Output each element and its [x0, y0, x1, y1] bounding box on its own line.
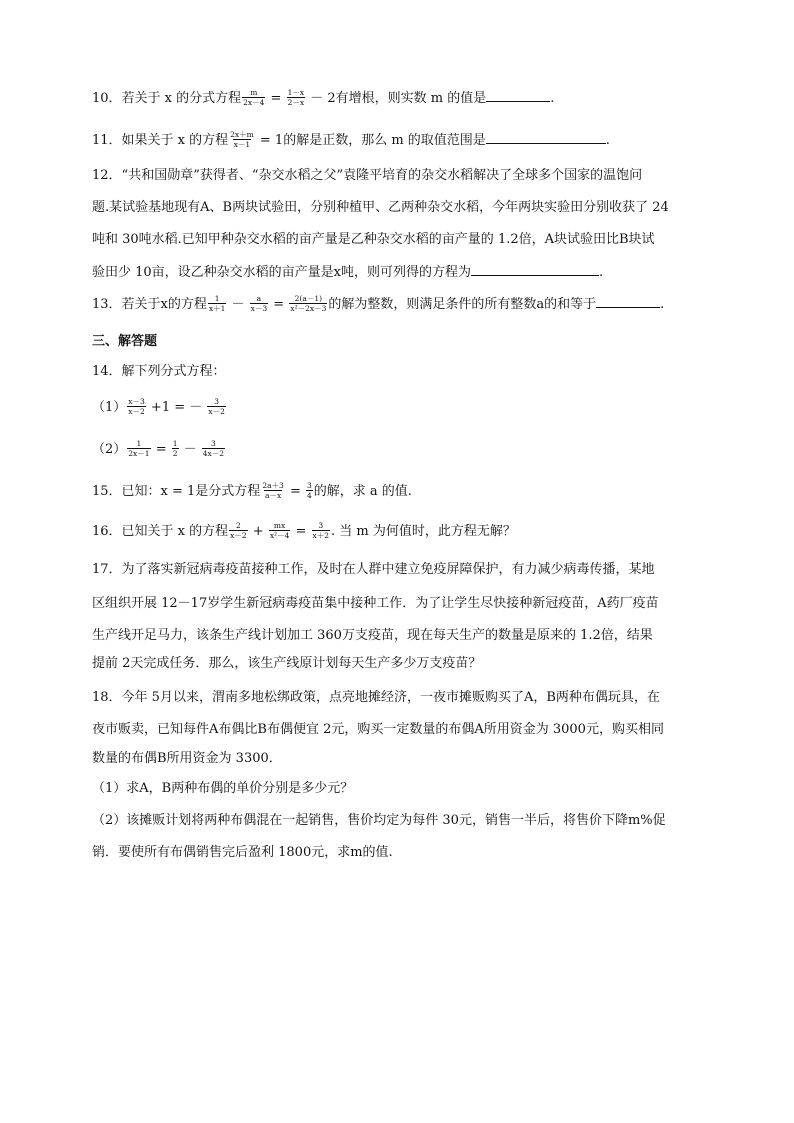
q10-frac2-denominator: 2－x — [287, 98, 305, 107]
q10-prefix: 10．若关于 x 的分式方程 — [92, 91, 242, 106]
q14-part-1 — [92, 398, 227, 418]
q16-f3-numerator: 3 — [318, 521, 324, 530]
q14-p1-fraction-2 — [207, 397, 226, 416]
q14-part-2 — [92, 440, 226, 460]
q12-answer-blank[interactable] — [471, 262, 599, 276]
q14-p2-f3-numerator: 3 — [211, 439, 216, 448]
q17-line-1: 17．为了落实新冠病毒疫苗接种工作，及时在人群中建立免疫屏障保护，有力减少病毒传播，某地 — [92, 562, 655, 577]
q18-part-2-line-1: （2）该摊贩计划将两种布偶混在一起销售，售价均定为每件 30元，销售一半后，将售价下降m%促 — [92, 813, 666, 828]
q18-part-2-line-2: 销．要使所有布偶销售完后盈利 1800元，求m的值. — [92, 845, 393, 860]
q10-text: － 2有增根，则实数 m 的值是 — [306, 91, 487, 106]
q10-frac2-numerator: 1－x — [287, 88, 305, 97]
q16-suffix: . 当 m 为何值时，此方程无解？ — [331, 524, 516, 539]
q12-line-2: 题.某试验基地现有A、B两块试验田，分别种植甲、乙两种杂交水稻，今年两块实验田分别收获了 24 — [92, 200, 669, 215]
q17-line-4: 提前 2天完成任务．那么，该生产线原计划每天生产多少万支疫苗？ — [92, 656, 482, 671]
q15-f2-numerator: 3 — [307, 481, 312, 490]
q13-f2-numerator: a — [256, 294, 262, 303]
q13-f1-numerator: 1 — [214, 294, 220, 303]
q18-part-1: （1）求A，B两种布偶的单价分别是多少元？ — [92, 781, 354, 796]
q13-f1-denominator: x＋1 — [208, 304, 226, 313]
q11-fraction — [229, 130, 255, 149]
q15-f1-denominator: a－x — [264, 491, 282, 500]
q13-suffix: . — [660, 297, 665, 312]
q14-p2-fraction-1 — [127, 439, 150, 458]
question-16 — [92, 522, 516, 542]
q13-text: 的解为整数，则满足条件的所有整数a的和等于 — [328, 297, 597, 312]
q15-suffix: 的解，求 a 的值. — [313, 484, 412, 499]
q11-suffix: . — [605, 133, 610, 148]
q13-fraction-1 — [208, 294, 227, 313]
q16-plus: + — [248, 524, 268, 539]
q16-fraction-3 — [312, 521, 331, 540]
q13-fraction-3 — [289, 294, 327, 313]
q11-frac-numerator: 2x＋m — [230, 130, 254, 139]
q10-fraction-2 — [287, 88, 306, 107]
question-10 — [92, 88, 554, 109]
q14-p2-f1-denominator: 2x－1 — [128, 449, 150, 458]
q11-text: = 1的解是正数，那么 m 的取值范围是 — [255, 133, 486, 148]
q16-f3-denominator: x＋2 — [312, 531, 330, 540]
q14-p1-label: （1） — [92, 400, 127, 415]
q12-suffix: . — [599, 265, 604, 280]
q15-f2-denominator: 4 — [307, 491, 312, 500]
q15-fraction-2 — [306, 481, 313, 500]
q12-line-4-text: 验田少 10亩，设乙种杂交水稻的亩产量是x吨，则可列得的方程为 — [92, 265, 472, 280]
q10-equals: = — [266, 91, 286, 106]
q13-prefix: 13．若关于x的方程 — [92, 297, 207, 312]
question-13 — [92, 294, 664, 315]
q15-f1-numerator: 2a＋3 — [262, 481, 284, 490]
q13-fraction-2 — [250, 294, 269, 313]
q14-p2-f1-numerator: 1 — [136, 439, 142, 448]
q14-p2-label: （2） — [92, 442, 127, 457]
q12-line-3: 吨和 30吨水稻.已知甲种杂交水稻的亩产量是乙种杂交水稻的亩产量的 1.2倍，A块试验田比B块试 — [92, 232, 655, 247]
q14-p2-f2-numerator: 1 — [172, 439, 178, 448]
q10-fraction-1 — [242, 88, 265, 107]
q14-p1-text: +1 = － — [146, 400, 207, 415]
q17-line-3: 生产线开足马力，该条生产线计划加工 360万支疫苗，现在每天生产的数量是原来的 1.2倍，结果 — [92, 628, 653, 643]
q10-frac1-denominator: 2x－4 — [243, 98, 265, 107]
q16-fraction-1 — [229, 521, 248, 540]
q16-prefix: 16．已知关于 x 的方程 — [92, 524, 229, 539]
q14-p2-minus: － — [179, 442, 201, 457]
q17-line-2: 区组织开展 12－17岁学生新冠病毒疫苗集中接种工作．为了让学生尽快接种新冠疫苗，A药厂疫苗 — [92, 596, 659, 611]
section-heading: 三、解答题 — [92, 334, 158, 349]
q13-equals: = — [269, 297, 289, 312]
q14-p1-f1-numerator: x－3 — [128, 397, 145, 406]
q14-p1-f1-denominator: x－2 — [128, 407, 145, 416]
q13-f3-numerator: 2(a－1) — [294, 294, 323, 303]
q16-f2-numerator: mx — [273, 521, 286, 530]
q14-p1-f2-numerator: 3 — [214, 397, 220, 406]
q13-minus: － — [227, 297, 249, 312]
q13-answer-blank[interactable] — [596, 294, 660, 308]
q15-equals: = — [285, 484, 305, 499]
q14-p2-f3-denominator: 4x－2 — [202, 449, 225, 458]
q18-line-2: 夜市贩卖，已知每件A布偶比B布偶便宜 2元，购买一定数量的布偶A所用资金为 3000元，购买相同 — [92, 722, 664, 737]
q16-equals: = — [291, 524, 311, 539]
q11-answer-blank[interactable] — [486, 130, 606, 144]
q18-line-1: 18．今年 5月以来，渭南多地松绑政策，点亮地摊经济，一夜市摊贩购买了A，B两种布偶玩具，在 — [92, 690, 660, 705]
q15-fraction-1 — [261, 481, 285, 500]
q11-prefix: 11．如果关于 x 的方程 — [92, 133, 229, 148]
q13-f3-denominator: x²－2x－3 — [290, 304, 327, 313]
q16-f1-numerator: 2 — [236, 521, 241, 530]
q10-frac1-numerator: m — [250, 88, 258, 97]
q14-p2-equals: = — [151, 442, 171, 457]
q14-title: 14．解下列分式方程： — [92, 364, 226, 379]
q12-line-4 — [92, 262, 603, 283]
q10-answer-blank[interactable] — [486, 88, 550, 102]
q14-p2-fraction-3 — [202, 439, 225, 458]
q14-p1-fraction-1 — [127, 397, 146, 416]
q16-fraction-2 — [269, 521, 291, 540]
question-15 — [92, 482, 412, 502]
q14-p1-f2-denominator: x－2 — [208, 407, 225, 416]
q11-frac-denominator: x－1 — [233, 140, 251, 149]
q15-prefix: 15．已知：x = 1是分式方程 — [92, 484, 261, 499]
q10-suffix: . — [550, 91, 555, 106]
q18-line-3: 数量的布偶B所用资金为 3300． — [92, 751, 282, 766]
q12-line-1: 12．“共和国勋章”获得者、“杂交水稻之父”袁隆平培育的杂交水稻解决了全球多个国家的温饱问 — [92, 168, 643, 183]
q14-p2-f2-denominator: 2 — [172, 449, 178, 458]
q13-f2-denominator: x－3 — [250, 304, 268, 313]
q16-f1-denominator: x－2 — [230, 531, 247, 540]
question-11 — [92, 130, 610, 151]
q14-p2-fraction-2 — [172, 439, 179, 458]
q16-f2-denominator: x²－4 — [269, 531, 290, 540]
